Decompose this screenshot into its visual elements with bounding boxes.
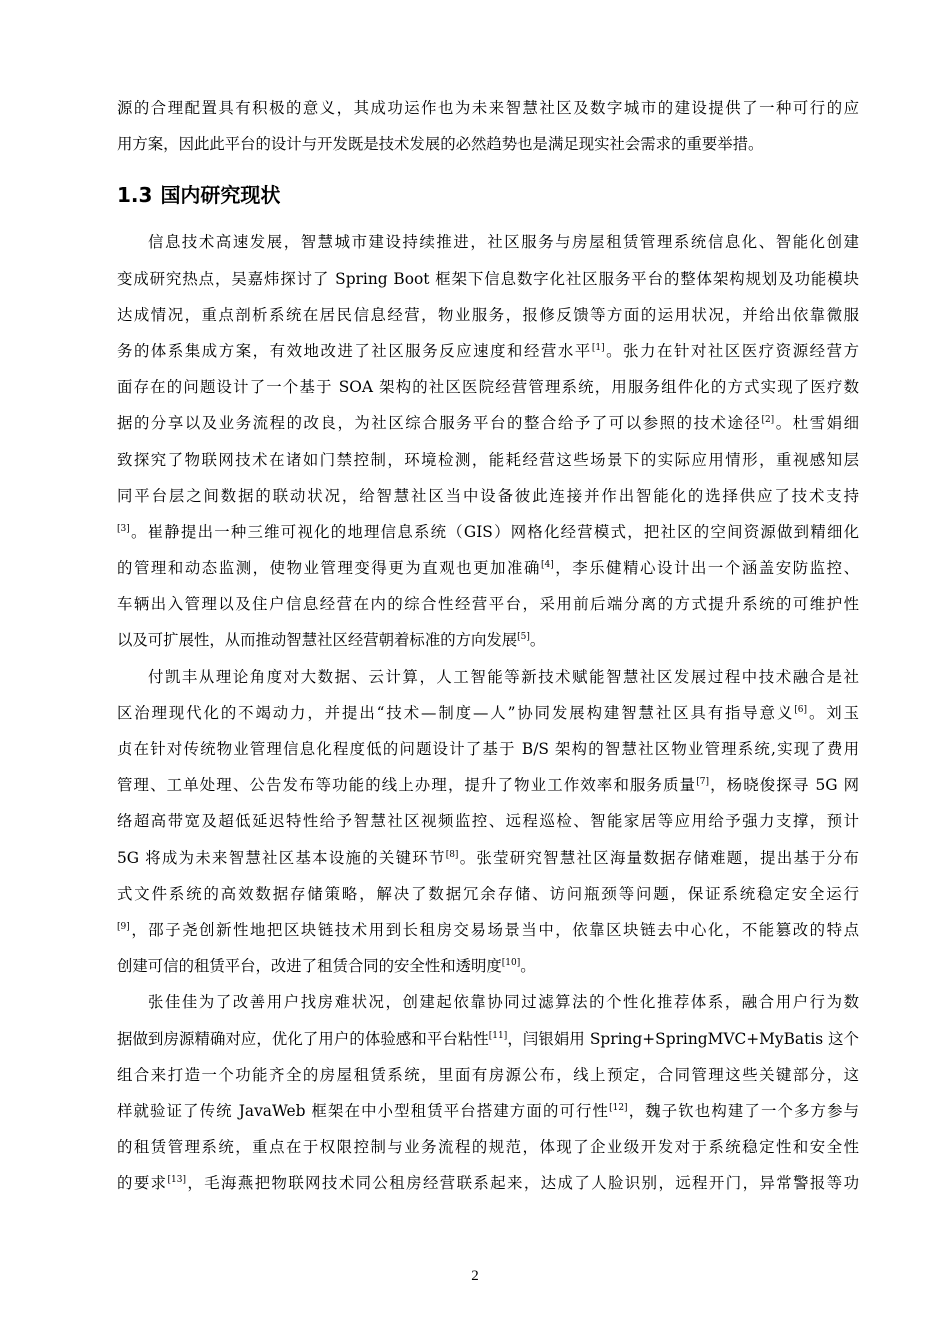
text-line: 的管理和动态监测，使物业管理变得更为直观也更加准确[4]，李乐健精心设计出一个涵盖安防监控、 xyxy=(117,559,859,578)
text-line: [9]，邵子尧创新性地把区块链技术用到长租房交易场景当中，依靠区块链去中心化，不能篡改的特点 xyxy=(117,920,859,939)
text-line: 同平台层之间数据的联动状况，给智慧社区当中设备彼此连接并作出智能化的选择供应了技术支持 xyxy=(117,486,859,505)
text-line: 用方案，因此此平台的设计与开发既是技术发展的必然趋势也是满足现实社会需求的重要举措。 xyxy=(117,135,764,154)
text-line: 车辆出入管理以及住户信息经营在内的综合性经营平台，采用前后端分离的方式提升系统的可维护性 xyxy=(117,595,859,614)
text-line: 据做到房源精确对应，优化了用户的体验感和平台粘性[11]，闫银娟用 Spring+SpringMVC+MyBatis 这个 xyxy=(117,1029,859,1048)
text-line: 络超高带宽及超低延迟特性给予智慧社区视频监控、远程巡检、智能家居等应用给予强力支撑，预计 xyxy=(117,812,859,831)
citation-ref: [9] xyxy=(117,921,130,932)
text-line: 式文件系统的高效数据存储策略，解决了数据冗余存储、访问瓶颈等问题，保证系统稳定安全运行 xyxy=(117,884,859,903)
citation-ref: [11] xyxy=(488,1030,508,1041)
text-line: 区治理现代化的不竭动力，并提出“技术—制度—人”协同发展构建智慧社区具有指导意义[6]。刘玉 xyxy=(117,703,859,722)
text-line: 源的合理配置具有积极的意义，其成功运作也为未来智慧社区及数字城市的建设提供了一种可行的应 xyxy=(117,99,859,117)
citation-ref: [10] xyxy=(501,958,521,968)
text-line: 组合来打造一个功能齐全的房屋租赁系统，里面有房源公布，线上预定，合同管理这些关键部分，这 xyxy=(117,1065,859,1084)
text-line: 致探究了物联网技术在诸如门禁控制，环境检测，能耗经营这些场景下的实际应用情形，重视感知层 xyxy=(117,450,859,469)
citation-ref: [13] xyxy=(167,1175,186,1186)
text-line: 据的分享以及业务流程的改良，为社区综合服务平台的整合给予了可以参照的技术途径[2]。杜雪娟细 xyxy=(117,414,859,433)
text-line: 的租赁管理系统，重点在于权限控制与业务流程的规范，体现了企业级开发对于系统稳定性和安全性 xyxy=(117,1138,859,1157)
text-line: 管理、工单处理、公告发布等功能的线上办理，提升了物业工作效率和服务质量[7]，杨晓俊探寻 5G 网 xyxy=(117,776,859,795)
text-line: 付凯丰从理论角度对大数据、云计算，人工智能等新技术赋能智慧社区发展过程中技术融合是社 xyxy=(148,667,859,686)
text-line: 以及可扩展性，从而推动智慧社区经营朝着标准的方向发展[5]。 xyxy=(117,631,546,650)
text-line: 变成研究热点，吴嘉炜探讨了 Spring Boot 框架下信息数字化社区服务平台的整体架构规划及功能模块 xyxy=(117,269,859,288)
citation-ref: [1] xyxy=(591,342,605,353)
text-line: [3]。崔静提出一种三维可视化的地理信息系统（GIS）网格化经营模式，把社区的空间资源做到精细化 xyxy=(117,522,859,541)
text-line: 的要求[13]，毛海燕把物联网技术同公租房经营联系起来，达成了人脸识别，远程开门，异常警报等功 xyxy=(117,1174,859,1193)
citation-ref: [6] xyxy=(794,704,808,715)
citation-ref: [5] xyxy=(517,632,530,643)
citation-ref: [12] xyxy=(609,1102,628,1113)
page-number: 2 xyxy=(471,1268,479,1284)
citation-ref: [8] xyxy=(445,849,459,860)
text-line: 样就验证了传统 JavaWeb 框架在中小型租赁平台搭建方面的可行性[12]，魏子钦也构建了一个多方参与 xyxy=(117,1101,859,1120)
section-title: 国内研究现状 xyxy=(160,183,281,208)
section-heading xyxy=(117,170,859,220)
section-number: 1.3 xyxy=(117,183,153,208)
citation-ref: [4] xyxy=(540,559,554,570)
text-line: 5G 将成为未来智慧社区基本设施的关键环节[8]。张莹研究智慧社区海量数据存储难题，提出基于分布 xyxy=(117,848,859,867)
text-line: 达成情况，重点剖析系统在居民信息经营，物业服务，报修反馈等方面的运用状况，并给出依靠微服 xyxy=(117,305,859,324)
text-line: 创建可信的租赁平台，改进了租赁合同的安全性和透明度[10]。 xyxy=(117,957,536,976)
text-line: 务的体系集成方案，有效地改进了社区服务反应速度和经营水平[1]。张力在针对社区医疗资源经营方 xyxy=(117,341,859,360)
body-text xyxy=(117,90,859,1201)
text-line: 贞在针对传统物业管理信息化程度低的问题设计了基于 B/S 架构的智慧社区物业管理系统,实现了费用 xyxy=(117,740,859,758)
text-line: 张佳佳为了改善用户找房难状况，创建起依靠协同过滤算法的个性化推荐体系，融合用户行为数 xyxy=(148,993,859,1012)
citation-ref: [3] xyxy=(117,523,130,534)
text-line: 信息技术高速发展，智慧城市建设持续推进，社区服务与房屋租赁管理系统信息化、智能化创建 xyxy=(148,233,859,252)
citation-ref: [7] xyxy=(696,777,709,788)
citation-ref: [2] xyxy=(761,415,775,426)
text-line: 面存在的问题设计了一个基于 SOA 架构的社区医院经营管理系统，用服务组件化的方式实现了医疗数 xyxy=(117,378,859,397)
